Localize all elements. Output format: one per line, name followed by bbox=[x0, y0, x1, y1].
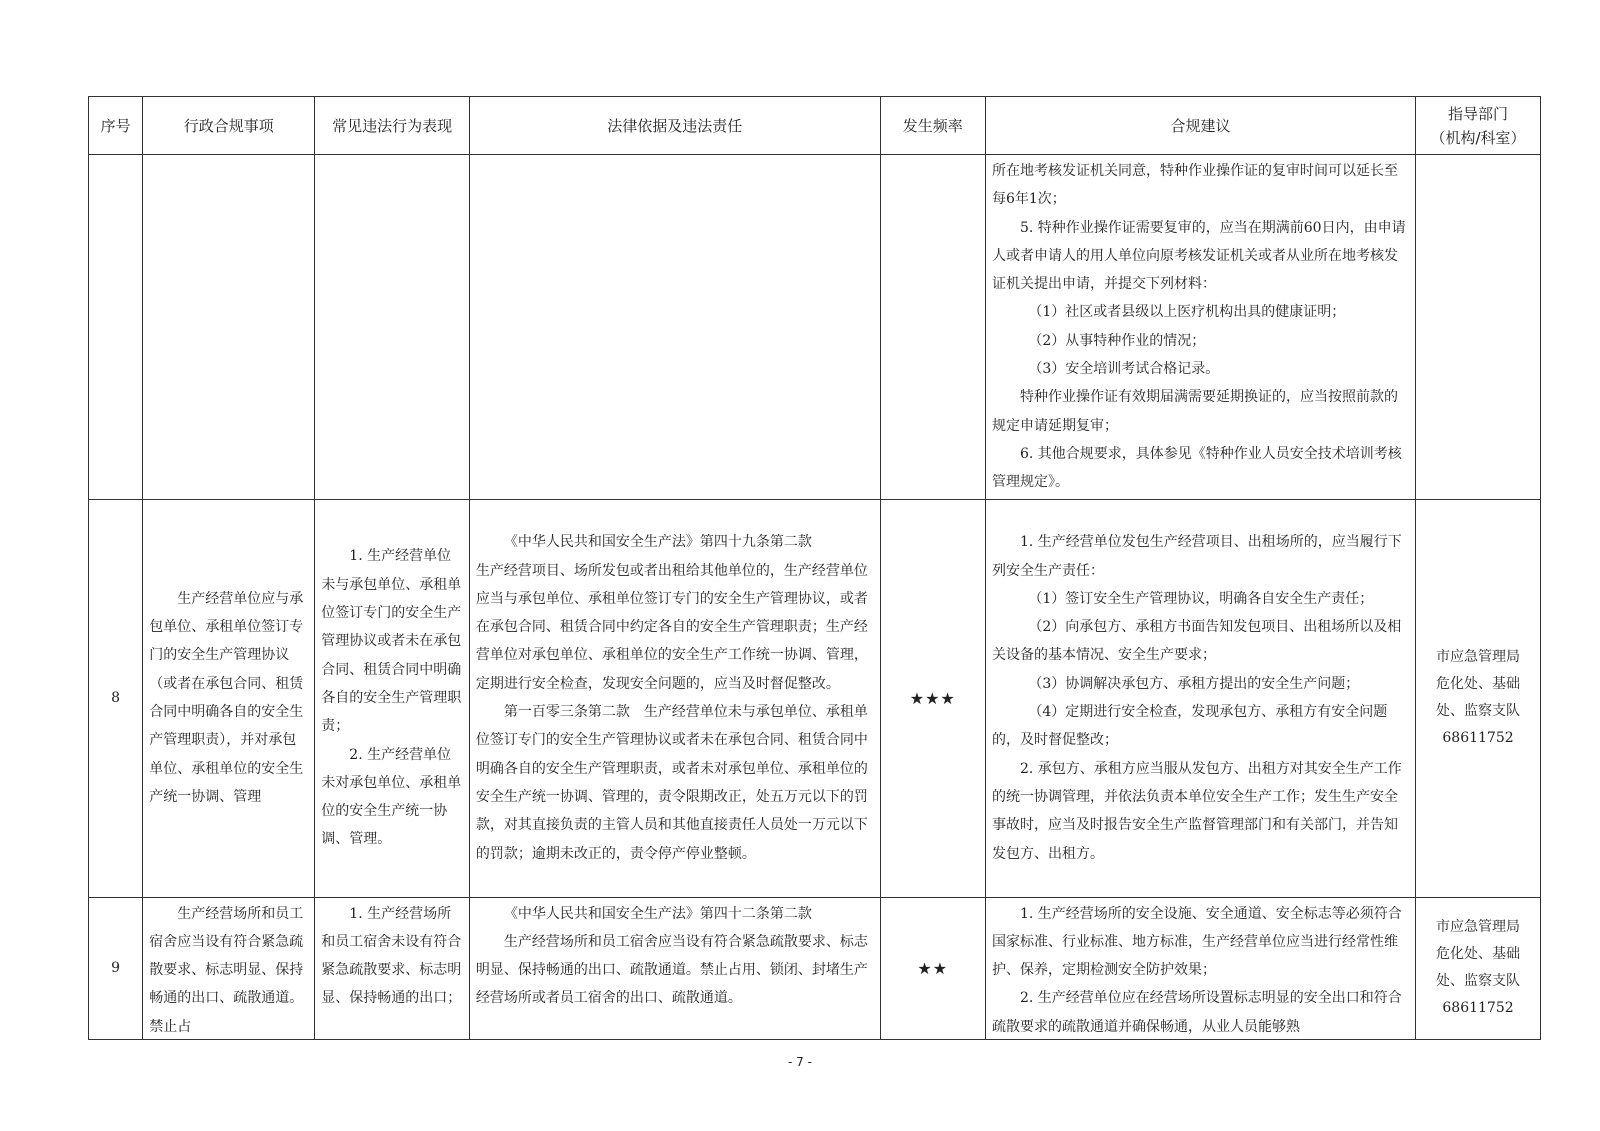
violations bbox=[315, 499, 470, 897]
dept-phone: 68611752 bbox=[1442, 1000, 1514, 1017]
law-para: 《中华人民共和国安全生产法》第四十九条第二款 bbox=[503, 534, 812, 551]
compliance-item: 生产经营场所和员工宿舍应当设有符合紧急疏散要求、标志明显、保持畅通的出口、疏散通道。禁止占 bbox=[143, 897, 315, 1039]
table-row-continued bbox=[89, 155, 1541, 500]
legal-basis bbox=[469, 499, 880, 897]
legal-basis bbox=[469, 897, 880, 1039]
compliance-advice bbox=[985, 499, 1415, 897]
advice-para: 1. 生产经营单位发包生产经营项目、出租场所的，应当履行下列安全生产责任： bbox=[991, 534, 1402, 579]
advice-para: （1）社区或者县级以上医疗机构出具的健康证明； bbox=[1028, 304, 1346, 321]
advice-para: 1. 生产经营场所的安全设施、安全通道、安全标志等必须符合国家标准、行业标准、地方标准，生产经营单位应当进行经常性维护、保养，定期检测安全防护效果； bbox=[991, 905, 1402, 979]
violation-para: 2. 生产经营单位未对承包单位、承租单位的安全生产统一协调、管理。 bbox=[321, 746, 462, 848]
header-advice: 合规建议 bbox=[985, 97, 1415, 155]
dept-line: 市应急管理局 bbox=[1436, 649, 1521, 666]
dept-line: 处、监察支队 bbox=[1436, 703, 1521, 720]
law-para: 生产经营场所和员工宿舍应当设有符合紧急疏散要求、标志明显、保持畅通的出口、疏散通道。禁止占用、锁闭、封堵生产经营场所或者员工宿舍的出口、疏散通道。 bbox=[475, 933, 868, 1007]
advice-para: 6. 其他合规要求，具体参见《特种作业人员安全技术培训考核管理规定》。 bbox=[991, 445, 1402, 491]
header-violations: 常见违法行为表现 bbox=[315, 97, 470, 155]
row-number: 8 bbox=[89, 499, 143, 897]
header-dept-line1: 指导部门 bbox=[1448, 104, 1509, 123]
law-para: 第一百零三条第二款 生产经营单位未与承包单位、承租单位签订专门的安全生产管理协议或者未在承包合同、租赁合同中明确各自的安全生产管理职责，或者未对承包单位、承租单位的安全生产统一协调、管理的，责令限期改正，处五万元以下的罚款，对其直接负责的主管人员和其他直接责任人员处一万元以下的罚款；逾期未改正的，责令停产停业整顿。 bbox=[475, 704, 868, 862]
row-number: 9 bbox=[89, 897, 143, 1039]
advice-para: （1）签订安全生产管理协议，明确各自安全生产责任； bbox=[1028, 590, 1374, 607]
violation-para: 1. 生产经营单位未与承包单位、承租单位签订专门的安全生产管理协议或者未在承包合同、租赁合同中明确各自的安全生产管理职责； bbox=[321, 548, 462, 735]
advice-para: 5. 特种作业操作证需要复审的，应当在期满前60日内，由申请人或者申请人的用人单位向原考核发证机关或者从业所在地考核发证机关提出申请，并提交下列材料： bbox=[991, 219, 1406, 293]
advice-para: （3）协调解决承包方、承租方提出的安全生产问题； bbox=[1028, 675, 1360, 692]
header-no: 序号 bbox=[89, 97, 143, 155]
frequency bbox=[880, 499, 985, 897]
violations bbox=[315, 897, 470, 1039]
table-row-9 bbox=[89, 897, 1541, 1039]
advice-para: 所在地考核发证机关同意，特种作业操作证的复审时间可以延长至每6年1次； bbox=[991, 163, 1398, 208]
header-item: 行政合规事项 bbox=[143, 97, 315, 155]
advice-para: （2）从事特种作业的情况； bbox=[1028, 332, 1206, 349]
cont-advice bbox=[985, 155, 1415, 500]
frequency-stars: ★★ bbox=[917, 958, 949, 978]
cont-item bbox=[143, 155, 315, 500]
advice-para: （3）安全培训考试合格记录。 bbox=[1028, 361, 1220, 378]
cont-law bbox=[469, 155, 880, 500]
dept-line: 危化处、基础 bbox=[1436, 946, 1521, 963]
compliance-advice bbox=[985, 897, 1415, 1039]
violation-para: 1. 生产经营场所和员工宿舍未设有符合紧急疏散要求、标志明显、保持畅通的出口； bbox=[321, 905, 462, 1007]
page-number: - 7 - bbox=[788, 1055, 812, 1069]
dept-line: 处、监察支队 bbox=[1436, 973, 1521, 990]
cont-frequency bbox=[880, 155, 985, 500]
advice-para: 2. 生产经营单位应在经营场所设置标志明显的安全出口和符合疏散要求的疏散通道并确保畅通，从业人员能够熟 bbox=[991, 990, 1402, 1035]
header-law: 法律依据及违法责任 bbox=[469, 97, 880, 155]
frequency-stars: ★★★ bbox=[909, 688, 956, 708]
cont-no bbox=[89, 155, 143, 500]
cont-violations bbox=[315, 155, 470, 500]
law-para: 《中华人民共和国安全生产法》第四十二条第二款 bbox=[503, 905, 812, 922]
advice-para: （4）定期进行安全检查，发现承包方、承租方有安全问题的，及时督促整改； bbox=[991, 704, 1388, 749]
dept-phone: 68611752 bbox=[1442, 730, 1514, 747]
advice-para: （2）向承包方、承租方书面告知发包项目、出租场所以及相关设备的基本情况、安全生产要求； bbox=[991, 619, 1402, 664]
table-row-8 bbox=[89, 499, 1541, 897]
guidance-dept bbox=[1416, 897, 1541, 1039]
compliance-table bbox=[88, 96, 1541, 1040]
dept-line: 市应急管理局 bbox=[1436, 919, 1521, 936]
advice-para: 特种作业操作证有效期届满需要延期换证的，应当按照前款的规定申请延期复审； bbox=[991, 389, 1398, 434]
header-dept bbox=[1416, 97, 1541, 155]
guidance-dept bbox=[1416, 499, 1541, 897]
advice-para: 2. 承包方、承租方应当服从发包方、出租方对其安全生产工作的统一协调管理，并依法负责本单位安全生产工作；发生生产安全事故时，应当及时报告安全生产监督管理部门和有关部门，并告知发包方、出租方。 bbox=[991, 760, 1402, 862]
header-dept-line2: （机构/科室） bbox=[1430, 128, 1526, 147]
cont-dept bbox=[1416, 155, 1541, 500]
frequency bbox=[880, 897, 985, 1039]
dept-line: 危化处、基础 bbox=[1436, 676, 1521, 693]
compliance-item: 生产经营单位应与承包单位、承租单位签订专门的安全生产管理协议（或者在承包合同、租赁合同中明确各自的安全生产管理职责），并对承包单位、承租单位的安全生产统一协调、管理 bbox=[143, 499, 315, 897]
header-frequency: 发生频率 bbox=[880, 97, 985, 155]
header-row bbox=[89, 97, 1541, 155]
law-para: 生产经营项目、场所发包或者出租给其他单位的，生产经营单位应当与承包单位、承租单位签订专门的安全生产管理协议，或者在承包合同、租赁合同中约定各自的安全生产管理职责；生产经营单位对承包单位、承租单位的安全生产工作统一协调、管理，定期进行安全检查，发现安全问题的，应当及时督促整改。 bbox=[475, 562, 868, 692]
